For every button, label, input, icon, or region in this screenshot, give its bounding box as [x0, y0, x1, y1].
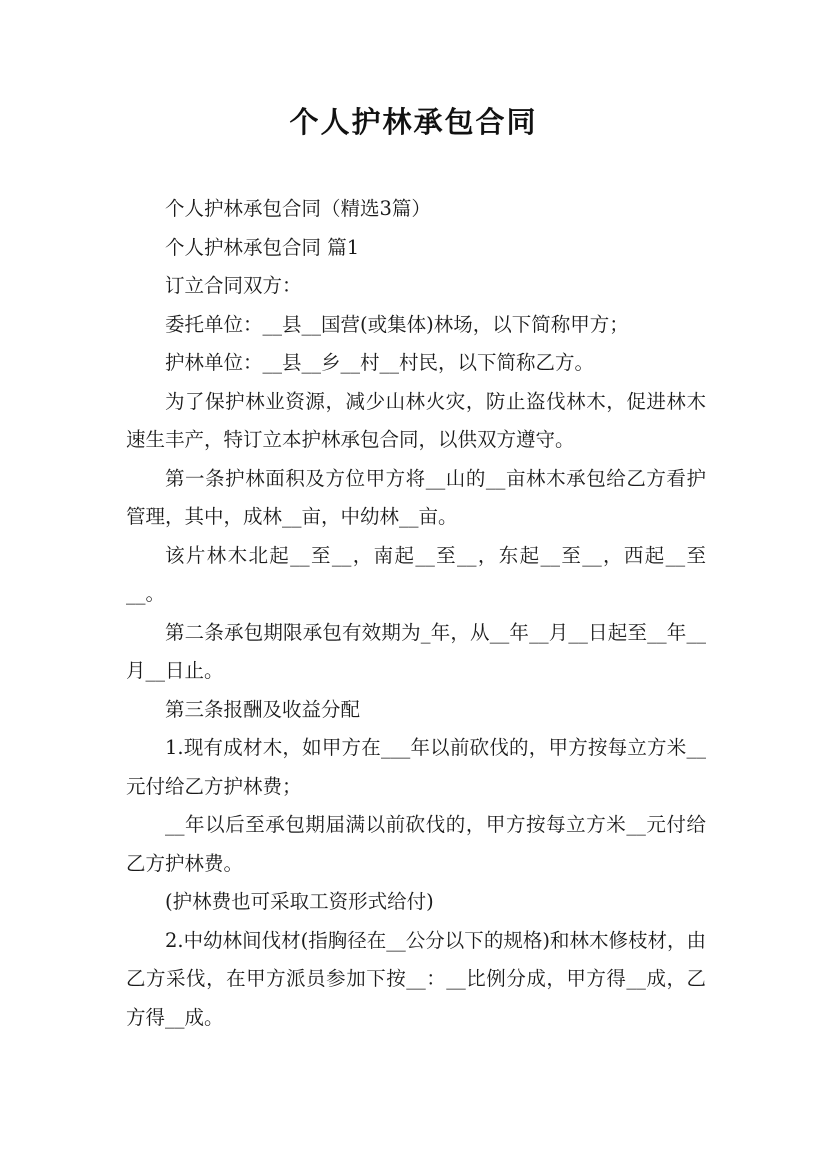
paragraph-boundaries: 该片林木北起__至__，南起__至__，东起__至__，西起__至__。 — [126, 543, 706, 605]
paragraph-section-heading: 个人护林承包合同 篇1 — [165, 235, 360, 259]
paragraph-subtitle: 个人护林承包合同（精选3篇） — [165, 197, 431, 220]
paragraph-clause-1-cont: __年以后至承包期届满以前砍伐的，甲方按每立方米__元付给乙方护林费。 — [126, 813, 706, 875]
document-title: 个人护林承包合同 — [289, 105, 538, 139]
document-body — [126, 190, 706, 1037]
paragraph-clause-1: 1.现有成材木，如甲方在___年以前砍伐的，甲方按每立方米__元付给乙方护林费； — [126, 736, 706, 798]
paragraph-party-a: 委托单位：__县__国营(或集体)林场，以下简称甲方； — [165, 312, 629, 336]
paragraph-article-1: 第一条护林面积及方位甲方将__山的__亩林木承包给乙方看护管理，其中，成林__亩，中幼林__亩。 — [126, 466, 706, 528]
paragraph-note: (护林费也可采取工资形式给付) — [165, 890, 434, 913]
paragraph-article-3: 第三条报酬及收益分配 — [165, 697, 361, 721]
paragraph-article-2: 第二条承包期限承包有效期为_年，从__年__月__日起至__年__月__日止。 — [126, 620, 706, 682]
paragraph-parties-heading: 订立合同双方： — [165, 274, 302, 297]
paragraph-purpose: 为了保护林业资源，减少山林火灾，防止盗伐林木，促进林木速生丰产，特订立本护林承包合同，以供双方遵守。 — [126, 389, 706, 451]
paragraph-party-b: 护林单位：__县__乡__村__村民，以下简称乙方。 — [165, 351, 595, 374]
paragraph-clause-2: 2.中幼林间伐材(指胸径在__公分以下的规格)和林木修枝材，由乙方采伐，在甲方派员参加下按__：__比例分成，甲方得__成，乙方得__成。 — [126, 928, 706, 1029]
